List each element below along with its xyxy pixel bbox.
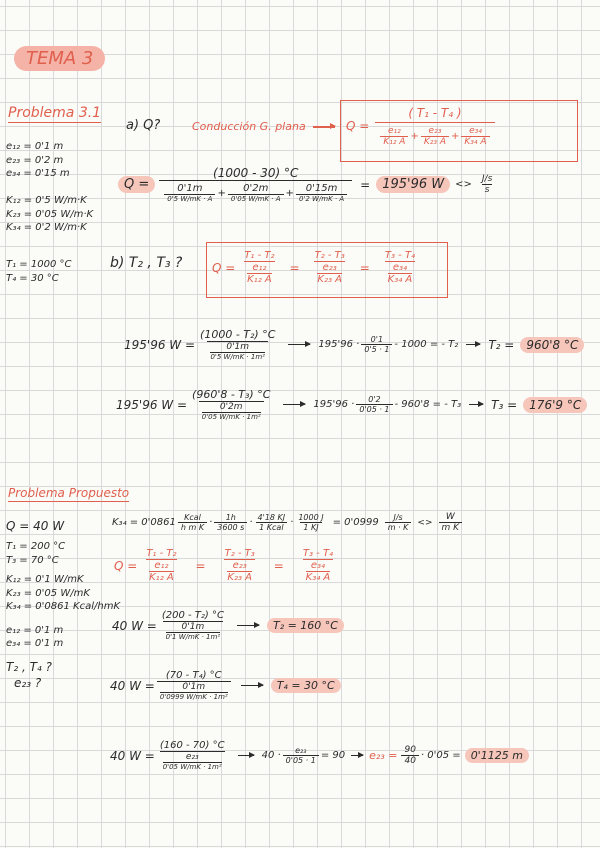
problem-propuesto-heading: Problema Propuesto	[8, 486, 130, 500]
q-numerator: (1000 - 30) °C	[213, 166, 299, 180]
b-den1	[244, 261, 275, 285]
b-t2t3: T₂ - T₃	[314, 250, 345, 261]
q-symbol-highlight: Q =	[118, 176, 155, 193]
dot: ·	[249, 517, 253, 528]
t3-calc: 195'96 ·	[313, 399, 355, 410]
q-d2-den: 0'05 W/mK · A	[228, 194, 284, 203]
r2-left: 40 W =	[110, 678, 155, 693]
conv-f5d: m · K	[385, 522, 412, 532]
unknown-e23: e₂₃ ?	[14, 675, 42, 690]
pp-t3t4: T₃ - T₄	[302, 548, 334, 559]
given-k34: K₃₄ = 0'0861 Kcal/hmK	[6, 601, 121, 613]
t3-den-num: 0'2m	[219, 402, 243, 412]
r1-result: T₂ = 160 °C	[267, 618, 344, 633]
given-t3: T₃ = 70 °C	[6, 554, 59, 566]
frac-e23: e₂₃	[428, 126, 442, 136]
r2-result: T₄ = 30 °C	[271, 678, 341, 693]
p31-givens-temps	[6, 258, 71, 285]
t2-den	[207, 341, 268, 361]
e23-propuesto-calculation	[110, 740, 529, 771]
pp-den3	[303, 559, 334, 583]
given-k12: K₁₂ = 0'5 W/m·K	[6, 195, 87, 206]
arrow-icon	[351, 755, 363, 756]
conv-f2n: 1h	[225, 513, 236, 522]
r1-den-num: 0'1m	[181, 622, 205, 632]
t2-propuesto-calculation	[112, 610, 344, 641]
r3-left: 40 W =	[110, 748, 155, 763]
plus-sign: +	[285, 187, 294, 199]
conv-f2d: 3600 s	[214, 522, 247, 532]
r3-cd: 0'05 · 1	[283, 755, 319, 765]
t3-symbol: T₃ =	[491, 397, 518, 412]
conv-f4d: 1 KJ	[300, 522, 321, 532]
conv-f1d: h m K	[178, 522, 207, 532]
conv-left: K₃₄ = 0'0861	[112, 517, 176, 528]
equals-sign: =	[273, 558, 284, 573]
frac-e23: e₂₃	[232, 560, 247, 571]
equivalence-sign: <>	[417, 517, 433, 528]
pp-den2	[224, 559, 255, 583]
given-k23: K₂₃ = 0'05 W/m·K	[6, 208, 94, 220]
frac-e34: e₃₄	[310, 560, 326, 571]
conv-eq: = 0'0999	[332, 517, 379, 528]
t3-cn: 0'2	[368, 395, 381, 404]
r1-left: 40 W =	[112, 618, 157, 633]
t2-symbol: T₂ =	[488, 337, 515, 352]
method-text: Conducción G. plana	[192, 120, 306, 133]
t2-calculation	[124, 328, 584, 361]
frac-k12a: K₁₂ A	[149, 572, 174, 583]
r2-den-num: 0'1m	[182, 682, 206, 692]
t2-cd: 0'5 · 1	[361, 344, 392, 354]
arrow-icon	[466, 344, 480, 345]
t2-den-den: 0'5 W/mK · 1m²	[210, 353, 265, 361]
b-t1t2: T₁ - T₂	[244, 250, 275, 261]
t3-left: 195'96 W =	[116, 397, 188, 412]
pp-den1	[146, 559, 177, 583]
r2-den	[157, 681, 231, 701]
q-denominator	[159, 180, 352, 203]
r3-numerator: (160 - 70) °C	[159, 740, 225, 751]
given-t4: T₄ = 30 °C	[6, 272, 59, 284]
conv-f5n: J/s	[393, 513, 403, 522]
q-symbol: Q =	[114, 558, 138, 573]
t2-numerator: (1000 - T₂) °C	[200, 328, 276, 341]
conv-f1n: Kcal	[184, 513, 201, 522]
formula-denominator	[375, 122, 494, 147]
t3-calculation	[116, 388, 587, 421]
given-e34: e₃₄ = 0'15 m	[6, 168, 70, 179]
t3-numerator: (960'8 - T₃) °C	[192, 388, 271, 401]
r2-den-den: 0'0999 W/mK · 1m²	[159, 693, 228, 701]
frac-k12a: K₁₂ A	[380, 136, 408, 147]
t2-cn: 0'1	[370, 335, 384, 344]
q-result: 195'96 W	[376, 176, 450, 193]
frac-e34: e₃₄	[392, 262, 408, 273]
given-k23: K₂₃ = 0'05 W/mK	[6, 587, 90, 599]
t2-result: 960'8 °C	[520, 337, 584, 353]
q-calculation	[118, 166, 497, 203]
p31-givens-thickness	[6, 140, 70, 181]
frac-e34: e₃₄	[469, 126, 482, 136]
frac-k34a: K₃₄ A	[387, 274, 413, 285]
conv-f3n: 4'18 KJ	[257, 513, 286, 522]
arrow-icon	[313, 126, 335, 127]
given-k34: K₃₄ = 0'2 W/m·K	[6, 222, 87, 233]
arrow-icon	[241, 685, 263, 686]
r3-den-den: 0'05 W/mK · 1m²	[162, 763, 222, 771]
t2-rest: - 1000 = - T₂	[394, 339, 459, 350]
plus-sign: +	[451, 131, 460, 142]
b-den2	[314, 261, 345, 285]
part-a-label: a) Q?	[126, 118, 161, 133]
t3-den-den: 0'05 W/mK · 1m²	[201, 413, 261, 421]
t4-propuesto-calculation	[110, 670, 341, 701]
equivalence-sign: <>	[455, 179, 472, 190]
pp-t1t2: T₁ - T₂	[146, 548, 177, 559]
t3-cd: 0'05 · 1	[356, 404, 392, 414]
q-d1-den: 0'5 W/mK · A	[164, 194, 215, 203]
q-fraction	[159, 166, 352, 203]
r3-mid: = 90	[320, 750, 346, 761]
frac-k34a: K₃₄ A	[305, 572, 331, 583]
r3-calc: 40 ·	[261, 750, 281, 761]
js-den: s	[482, 184, 493, 195]
t3-den	[199, 401, 264, 421]
t3-rest: - 960'8 = - T₃	[394, 399, 462, 410]
q-symbol: Q =	[346, 118, 370, 133]
r3-den	[160, 751, 225, 771]
q-d3-den: 0'2 W/mK · A	[296, 194, 347, 203]
given-e12: e₁₂ = 0'1 m	[6, 624, 64, 636]
b-den3	[385, 261, 416, 285]
pp-givens	[6, 518, 120, 691]
conv-f6d: m K	[439, 522, 463, 533]
t3-result: 176'9 °C	[523, 397, 587, 413]
given-k12: K₁₂ = 0'1 W/mK	[6, 574, 84, 586]
frac-e12: e₁₂	[388, 126, 401, 136]
conv-f6n: W	[445, 512, 455, 522]
arrow-icon	[237, 625, 259, 626]
equals-sign: =	[360, 177, 371, 192]
arrow-icon	[288, 344, 310, 345]
dot: ·	[290, 517, 294, 528]
method-label	[192, 120, 335, 133]
problem-3-1-heading: Problema 3.1	[8, 105, 102, 121]
given-t1: T₁ = 200 °C	[6, 541, 66, 553]
given-e12: e₁₂ = 0'1 m	[6, 141, 64, 152]
given-e34: e₃₄ = 0'1 m	[6, 638, 64, 650]
formula-q-fraction	[375, 104, 494, 147]
t2-den-num: 0'1m	[226, 342, 250, 352]
plus-sign: +	[217, 187, 226, 199]
arrow-icon	[238, 755, 254, 756]
page-title: TEMA 3	[14, 46, 105, 71]
b-t3t4: T₃ - T₄	[384, 250, 416, 261]
formula-q	[346, 104, 497, 147]
r3-fd: 40	[401, 755, 418, 766]
equals-sign: =	[359, 260, 370, 275]
frac-e23: e₂₃	[322, 262, 337, 273]
p31-givens-conductivity	[6, 194, 93, 235]
plus-sign: +	[410, 131, 419, 142]
r3-tail: · 0'05 =	[420, 750, 461, 761]
given-q: Q = 40 W	[6, 519, 65, 533]
t2-calc: 195'96 ·	[318, 339, 360, 350]
r2-numerator: (70 - T₄) °C	[165, 670, 222, 681]
conv-f3d: 1 Kcal	[256, 522, 286, 532]
frac-k34a: K₃₄ A	[461, 136, 489, 147]
formula-propuesto	[114, 548, 338, 583]
r3-den-num: e₂₃	[185, 752, 199, 762]
conv-f4n: 1000 J	[298, 513, 324, 522]
unknowns-t2-t4: T₂ , T₄ ?	[6, 659, 52, 674]
r3-cn: e₂₃	[295, 746, 307, 755]
r1-den-den: 0'1 W/mK · 1m²	[165, 633, 221, 641]
given-t1: T₁ = 1000 °C	[6, 259, 72, 270]
r1-den	[163, 621, 224, 641]
k34-conversion	[112, 512, 464, 533]
frac-e12: e₁₂	[154, 560, 169, 571]
frac-k23a: K₂₃ A	[421, 136, 449, 147]
r1-numerator: (200 - T₂) °C	[161, 610, 224, 621]
q-d1-num: 0'1m	[177, 183, 203, 194]
t2-left: 195'96 W =	[124, 337, 196, 352]
q-d3-num: 0'15m	[305, 183, 338, 194]
part-b-label: b) T₂ , T₃ ?	[110, 255, 183, 271]
given-e23: e₂₃ = 0'2 m	[6, 154, 64, 166]
frac-k12a: K₁₂ A	[247, 274, 272, 285]
frac-k23a: K₂₃ A	[317, 274, 342, 285]
equals-sign: =	[289, 260, 300, 275]
dot: ·	[209, 517, 213, 528]
arrow-icon	[469, 404, 483, 405]
equals-sign: =	[195, 558, 206, 573]
q-symbol: Q =	[212, 260, 236, 275]
r3-fn: 90	[404, 745, 416, 755]
formula-numerator: ( T₁ - T₄ )	[408, 106, 462, 120]
frac-e12: e₁₂	[252, 262, 267, 273]
pp-t2t3: T₂ - T₃	[224, 548, 255, 559]
formula-b	[212, 250, 420, 285]
arrow-icon	[283, 404, 305, 405]
q-d2-num: 0'2m	[243, 183, 269, 194]
js-num: J/s	[481, 174, 493, 184]
r3-e23: e₂₃ =	[369, 749, 398, 762]
r3-result: 0'1125 m	[465, 748, 529, 763]
frac-k23a: K₂₃ A	[227, 572, 252, 583]
